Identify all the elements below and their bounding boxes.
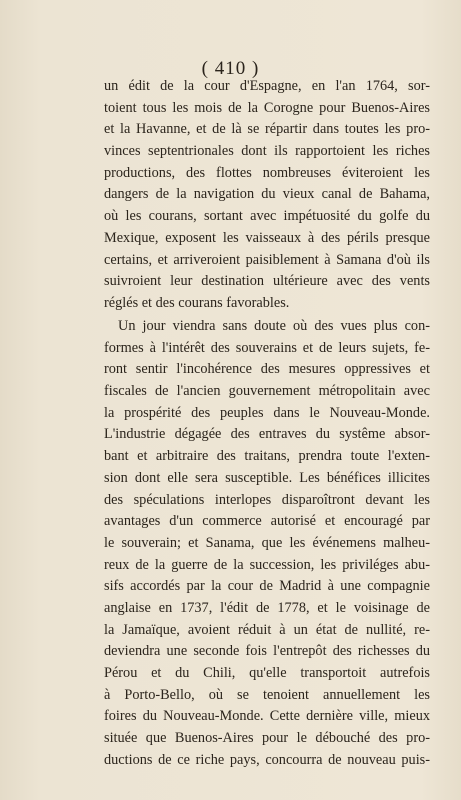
text-line: vinces septentrionales dont ils rapportoient les riches [104, 143, 430, 160]
text-line: sion dont elle sera susceptible. Les bénéfices illicites [104, 469, 430, 486]
text-line: formes à l'intérêt des souverains et de leurs sujets, fe- [104, 339, 430, 356]
text-line: réglés et des courans favorables. [104, 294, 290, 311]
text-line: Pérou et du Chili, qu'elle transportoit autrefois [104, 665, 430, 681]
text-line: certains, et arriveroient paisiblement à Samana d'où ils [104, 251, 430, 268]
text-line: fiscales de l'ancien gouvernement métropolitain avec [104, 383, 430, 400]
paragraph-2 [104, 316, 430, 771]
text-line: suivroient leur destination ultérieure avec des vents [104, 273, 430, 290]
text-line: bant et arbitraire des traitans, prendra toute l'exten- [104, 448, 430, 465]
text-line: et la Havanne, et de là se répartir dans toutes les pro- [104, 121, 430, 138]
text-line: la prospérité des peuples dans le Nouveau-Monde. [104, 404, 430, 421]
text-line: reux de la guerre de la succession, les priviléges abu- [104, 556, 430, 573]
text-line: ront sentir l'incohérence des mesures oppressives et [104, 361, 430, 378]
text-line: la Jamaïque, avoient réduit à un état de nullité, re- [104, 621, 430, 638]
text-line: avantages d'un commerce autorisé et encouragé par [104, 513, 430, 530]
text-line: productions, des flottes nombreuses éviteroient les [104, 164, 430, 181]
text-line: ductions de ce riche pays, concourra de nouveau puis- [104, 751, 430, 768]
text-line: foires du Nouveau-Monde. Cette dernière ville, mieux [104, 708, 430, 725]
text-line: un édit de la cour d'Espagne, en l'an 1764, sor- [104, 78, 430, 94]
text-line: toient tous les mois de la Corogne pour Buenos-Aires [104, 99, 430, 116]
text-line: le souverain; et Sanama, que les événemens malheu- [104, 534, 430, 551]
paragraph-1 [104, 76, 430, 315]
text-line: Un jour viendra sans doute où des vues plus con- [118, 318, 430, 334]
text-line: située que Buenos-Aires pour le débouché des pro- [104, 730, 430, 747]
text-line: deviendra une seconde fois l'entrepôt des richesses du [104, 643, 430, 660]
text-line: des spéculations interlopes disparoîtront devant les [104, 491, 430, 508]
text-line: à Porto-Bello, où se tenoient annuellement les [104, 686, 430, 703]
text-line: anglaise en 1737, l'édit de 1778, et le voisinage de [104, 599, 430, 616]
text-line: L'industrie dégagée des entraves du systême absor- [104, 426, 430, 443]
text-line: sifs accordés par la cour de Madrid à une compagnie [104, 578, 430, 595]
page-number: ( 410 ) [201, 58, 260, 79]
text-line: où les courans, sortant avec impétuosité du golfe du [104, 208, 430, 225]
text-line: dangers de la navigation du vieux canal de Bahama, [104, 186, 430, 203]
text-line: Mexique, exposent les vaisseaux à des périls presque [104, 229, 430, 246]
